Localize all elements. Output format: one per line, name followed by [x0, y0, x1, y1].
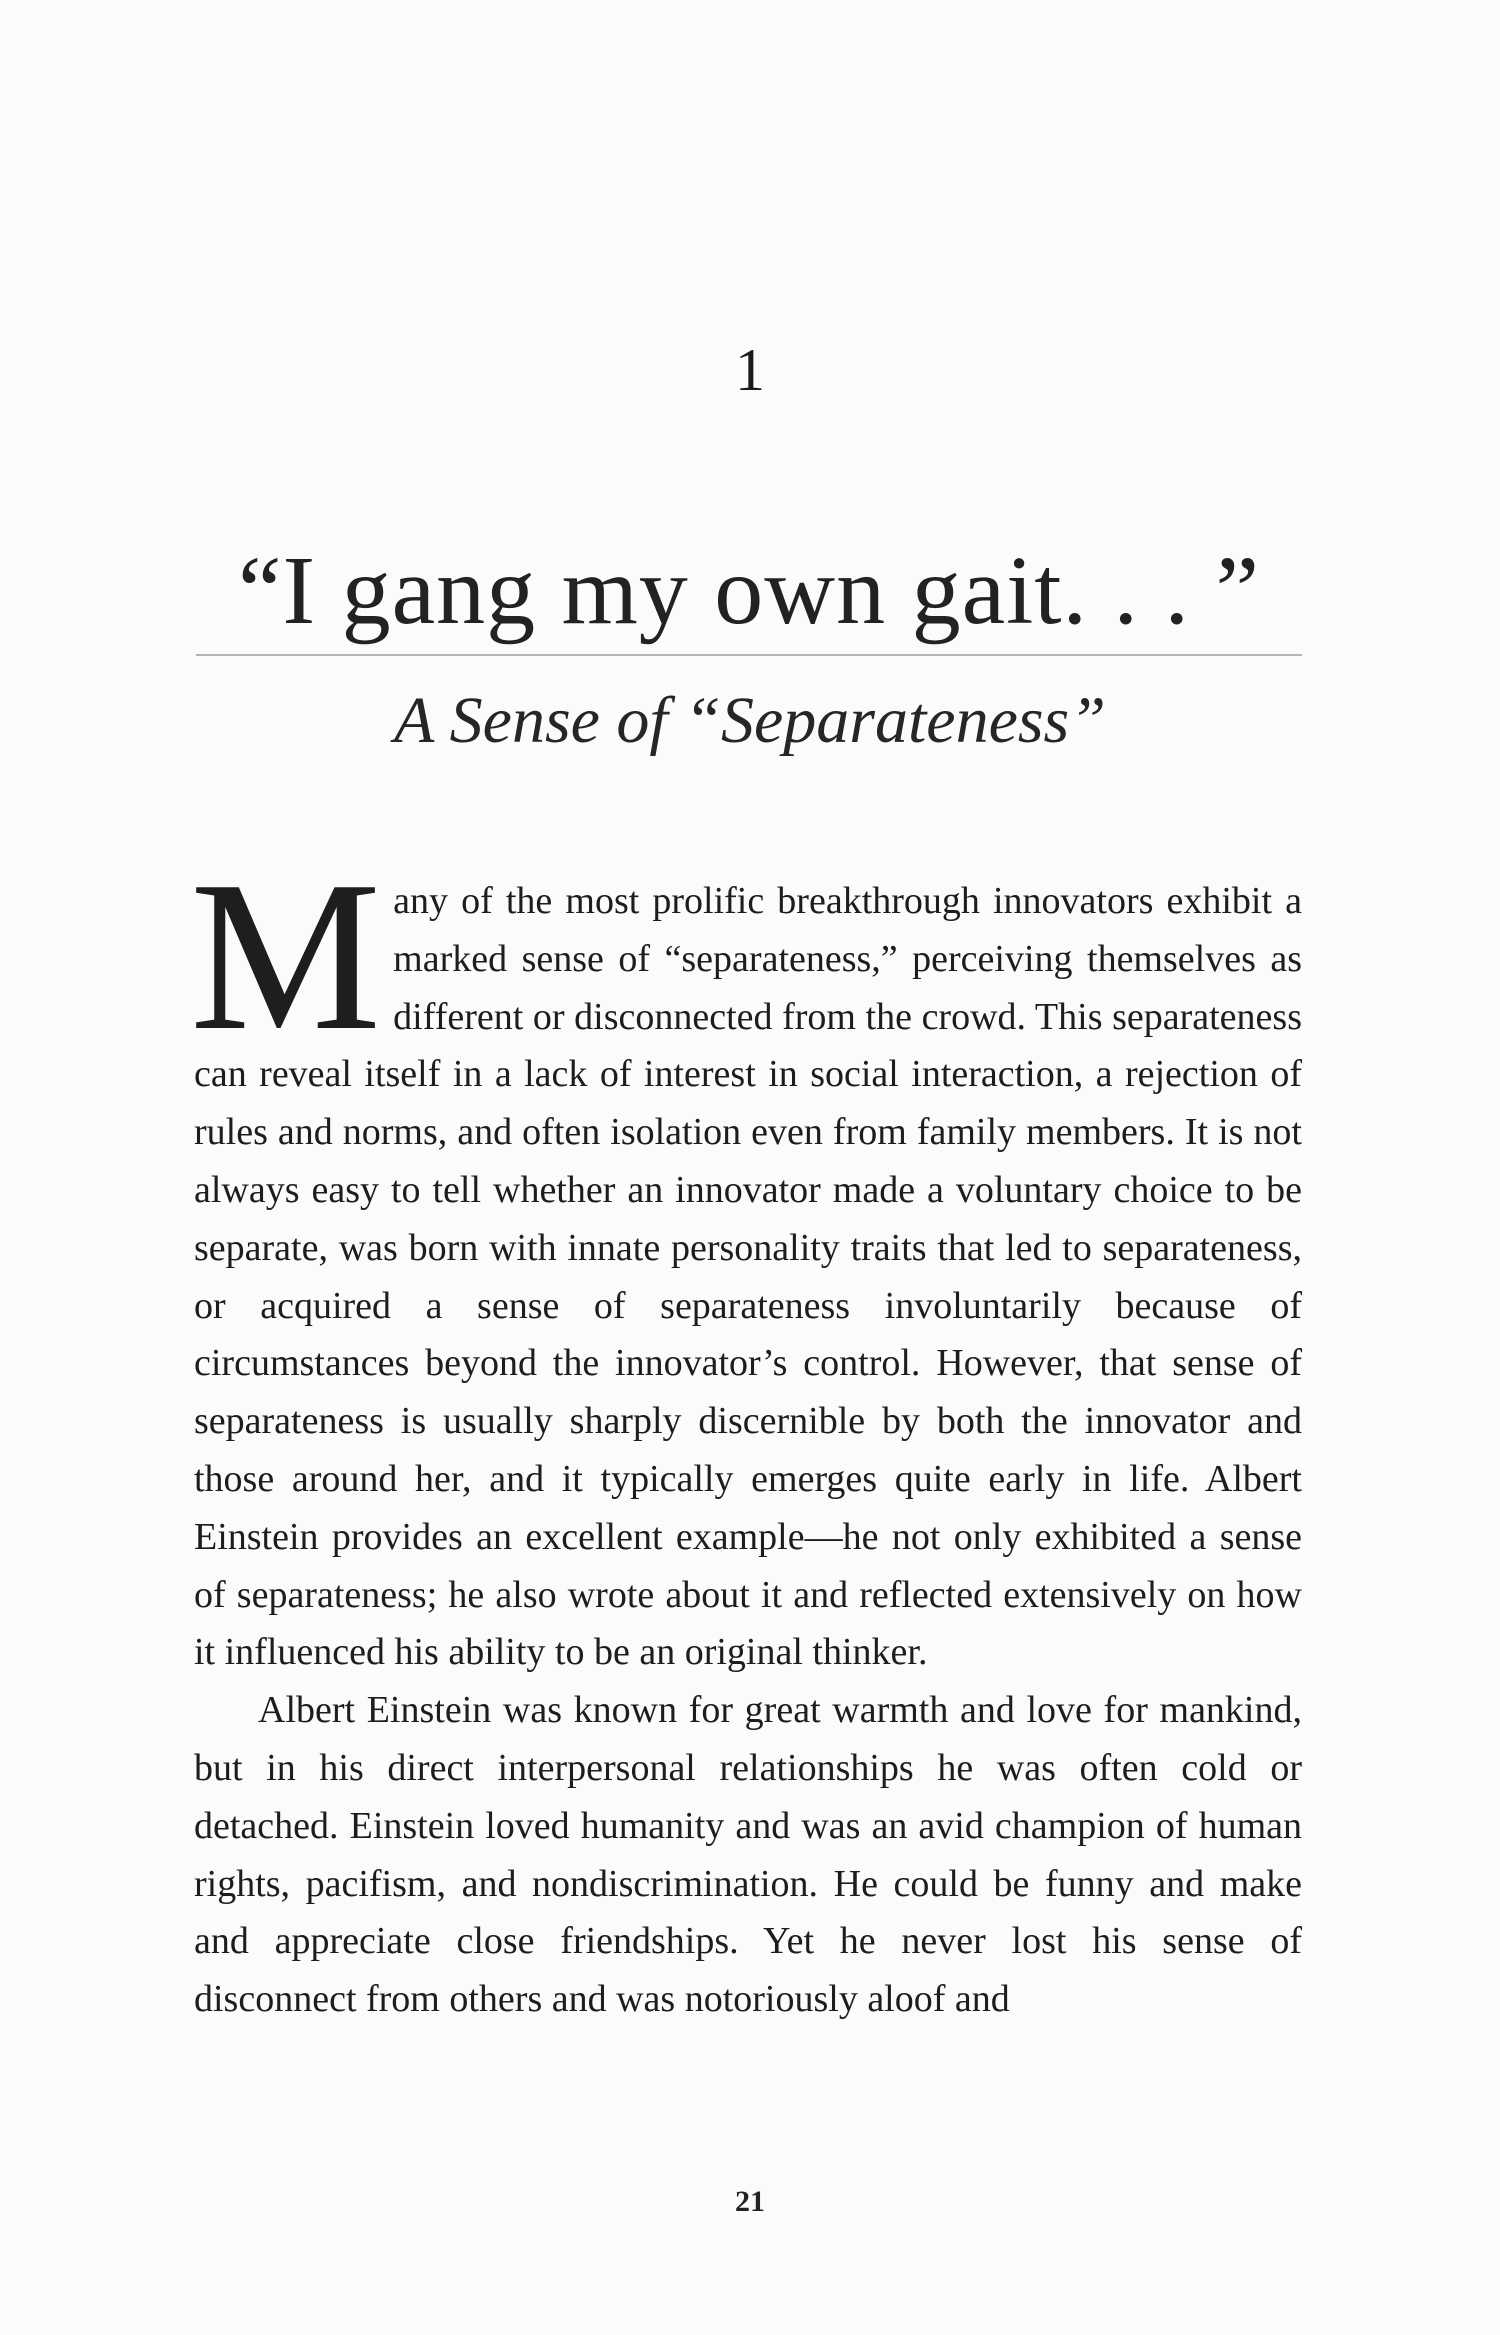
title-divider — [196, 654, 1302, 656]
chapter-number: 1 — [735, 337, 765, 403]
drop-cap: M — [190, 836, 382, 1075]
body-text — [190, 836, 1302, 2029]
chapter-title — [196, 537, 1302, 652]
chapter-subtitle: A Sense of “Separateness” — [394, 684, 1106, 757]
paragraph-2: Albert Einstein was known for great warmth and love for mankind, but in his direct interpersonal relationships he was often cold or detached. Einstein loved humanity and was an avid champion of human rights, pacifism, and nondiscrimination. He could be funny and make and appreciate close friendships. Yet he never lost his sense of disconnect from others and was notoriously aloof and — [194, 1689, 1302, 2021]
paragraph-1-text: any of the most prolific breakthrough innovators exhibit a marked sense of “separateness,” perceiving themselves as different or disconnected from the crowd. This separateness can reveal itself in a lack of interest in social interaction, a rejection of rules and norms, and often isolation even from family members. It is not always easy to tell whether an innovator made a voluntary choice to be separate, was born with innate personality traits that led to separateness, or acquired a sense of separateness involuntarily because of circumstances beyond the innovator’s control. However, that sense of separateness is usually sharply discernible by both the innovator and those around her, and it typically emerges quite early in life. Albert Einstein provides an excellent example—he not only exhibited a sense of separateness; he also wrote about it and reflected extensively on how it influenced his ability to be an original thinker. — [194, 880, 1302, 1674]
page-number: 21 — [735, 2185, 765, 2218]
chapter-title-text: “I gang my own gait. . . ” — [237, 537, 1261, 645]
paragraph-1 — [190, 836, 1302, 1682]
